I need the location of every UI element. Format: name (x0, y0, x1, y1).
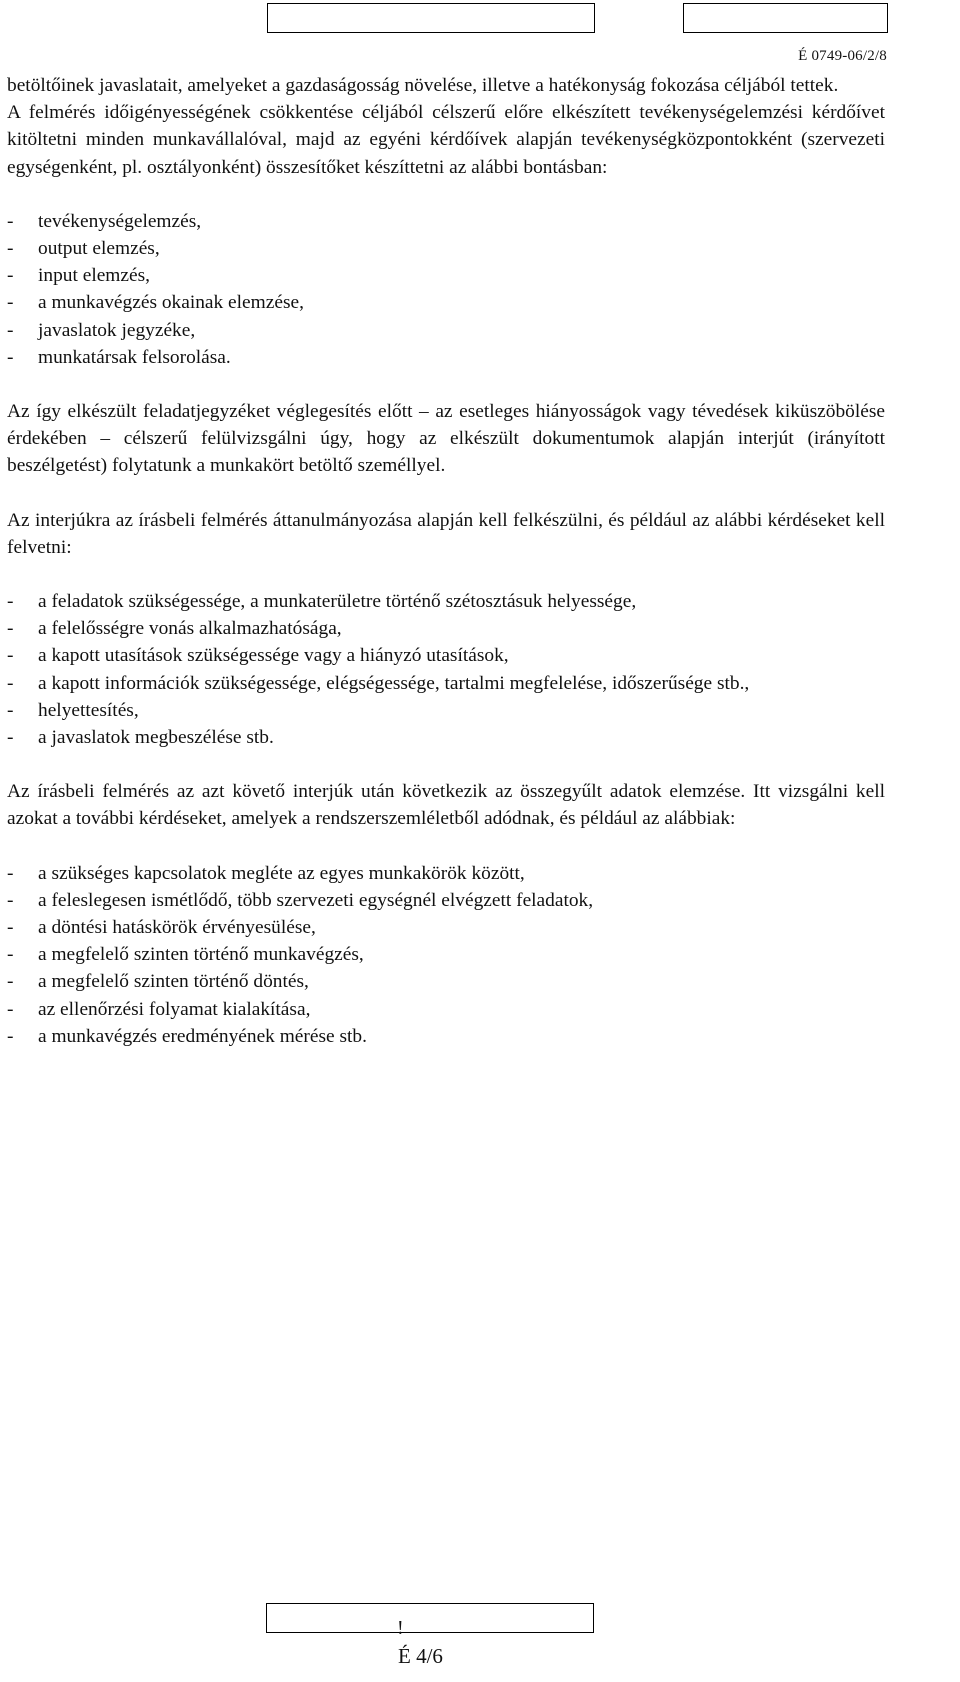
header-box-right (683, 3, 888, 33)
list-dash: - (7, 210, 14, 232)
document-body (7, 72, 885, 1050)
paragraph-interview: Az interjúkra az írásbeli felmérés áttanulmányozása alapján kell felkészülni, és például az alábbi kérdéseket kell felvetni: (7, 509, 885, 558)
paragraph-survey: A felmérés időigényességének csökkentése céljából célszerű előre elkészített tevékenységelemzési kérdőívet kitöltetni minden munkavállalóval, majd az egyéni kérdőívek alapján tevékenységközpontokként (szervezeti egységenként, pl. osztályonként) összesítőket készíttetni az alábbi bontásban: (7, 102, 885, 178)
paragraph-analysis: Az írásbeli felmérés az azt követő interjúk után következik az összegyűlt adatok elemzése. Itt vizsgálni kell azokat a további kérdéseket, amelyek a rendszerszemléletből adódnak, és például az alábbiak: (7, 781, 885, 830)
list-item: - a feladatok szükségessége, a munkaterületre történő szétosztásuk helyessége, (7, 588, 885, 615)
list-item: - tevékenységelemzés, (7, 208, 885, 235)
list-dash: - (7, 672, 14, 694)
list-item: - a megfelelő szinten történő döntés, (7, 968, 885, 995)
list-dash: - (7, 238, 14, 260)
list-dash: - (7, 645, 14, 667)
list-dash: - (7, 889, 14, 911)
list-item: - a kapott információk szükségessége, elégségessége, tartalmi megfelelése, időszerűsége stb., (7, 670, 885, 697)
list-item: - a munkavégzés eredményének mérése stb. (7, 1023, 885, 1050)
list-dash: - (7, 917, 14, 939)
footer-mark: ! (397, 1617, 404, 1639)
list-item: - a kapott utasítások szükségessége vagy a hiányzó utasítások, (7, 642, 885, 669)
list-dash: - (7, 265, 14, 287)
list-item: - javaslatok jegyzéke, (7, 317, 885, 344)
list-dash: - (7, 998, 14, 1020)
list-dash: - (7, 618, 14, 640)
system-view-list (7, 860, 885, 1050)
list-item: - a feleslegesen ismétlődő, több szervezeti egységnél elvégzett feladatok, (7, 887, 885, 914)
list-item: - a felelősségre vonás alkalmazhatósága, (7, 615, 885, 642)
list-item: - a munkavégzés okainak elemzése, (7, 289, 885, 316)
list-dash: - (7, 862, 14, 884)
list-dash: - (7, 591, 14, 613)
list-item: - munkatársak felsorolása. (7, 344, 885, 371)
list-item: - az ellenőrzési folyamat kialakítása, (7, 996, 885, 1023)
list-dash: - (7, 944, 14, 966)
list-dash: - (7, 971, 14, 993)
list-item: - a javaslatok megbeszélése stb. (7, 724, 885, 751)
list-dash: - (7, 1025, 14, 1047)
footer-box (266, 1603, 594, 1633)
interview-questions-list (7, 588, 885, 751)
list-dash: - (7, 292, 14, 314)
list-dash: - (7, 727, 14, 749)
header-box-left (267, 3, 595, 33)
analysis-breakdown-list (7, 208, 885, 371)
list-item: - a megfelelő szinten történő munkavégzés, (7, 941, 885, 968)
page-number: É 4/6 (398, 1644, 443, 1668)
list-item: - a szükséges kapcsolatok megléte az egyes munkakörök között, (7, 860, 885, 887)
list-dash: - (7, 699, 14, 721)
list-item: - output elemzés, (7, 235, 885, 262)
list-dash: - (7, 319, 14, 341)
paragraph-intro: betöltőinek javaslatait, amelyeket a gazdaságosság növelése, illetve a hatékonyság fokozása céljából tettek. (7, 75, 839, 96)
list-item: - input elemzés, (7, 262, 885, 289)
list-item: - a döntési hatáskörök érvényesülése, (7, 914, 885, 941)
document-code: É 0749-06/2/8 (798, 48, 887, 64)
list-item: - helyettesítés, (7, 697, 885, 724)
list-dash: - (7, 346, 14, 368)
paragraph-review: Az így elkészült feladatjegyzéket véglegesítés előtt – az esetleges hiányosságok vagy tévedések kiküszöbölése érdekében – célszerű felülvizsgálni úgy, hogy az elkészült dokumentumok alapján interjút (irányított beszélgetést) folytatunk a munkakört betöltő személlyel. (7, 401, 885, 477)
